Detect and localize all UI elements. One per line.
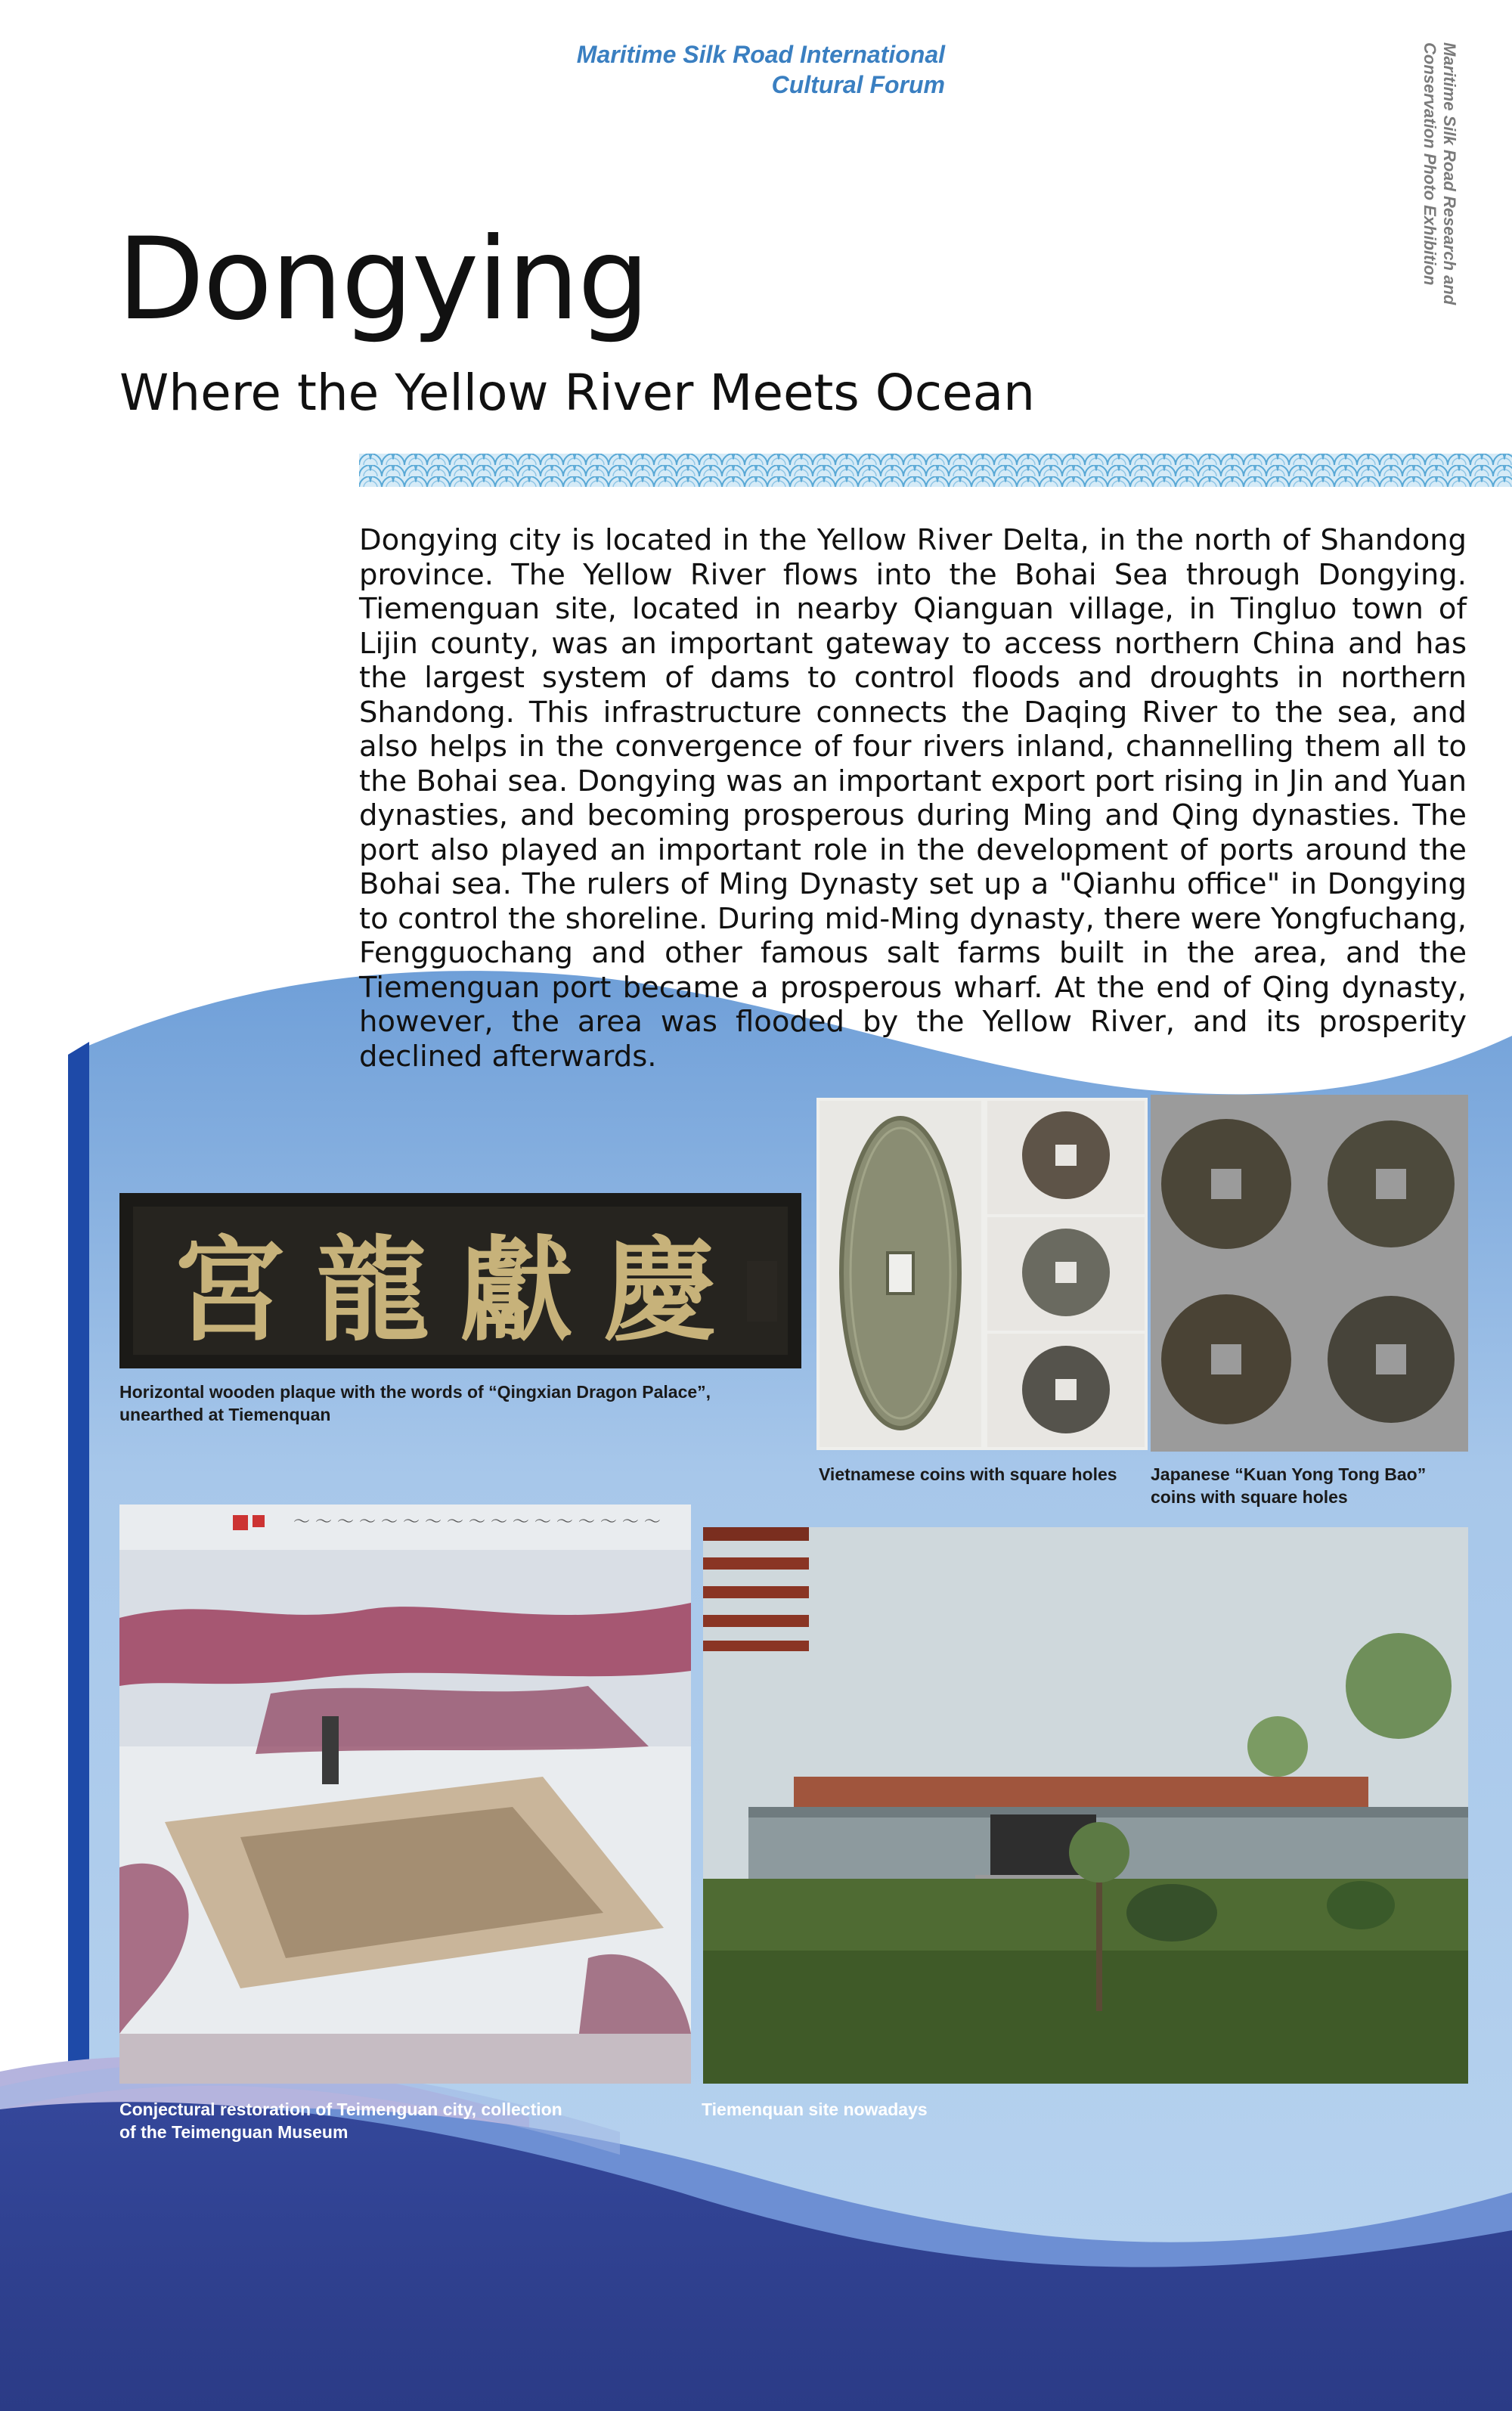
exhibition-label-line2: Conservation Photo Exhibition — [1421, 42, 1439, 286]
forum-title-line2: Cultural Forum — [771, 71, 945, 98]
forum-title — [423, 39, 945, 100]
plaque-char-2: 龍 — [315, 1224, 429, 1357]
body-paragraph: Dongying city is located in the Yellow River Delta, in the north of Shandong province. The Yellow River flows into the Bohai Sea through Dongying. Tiemenguan site, located in nearby Qianguan village, in Tingluo town of Lijin county, was an important gateway to access northern China and has the largest system of dams to control floods and droughts in northern Shandong. This infrastructure connects the Daqing River to the sea, and also helps in the convergence of four rivers inland, channelling them all to the Bohai sea. Dongying was an important export port rising in Jin and Yuan dynasties, and becoming prosperous during Ming and Qing dynasties. The port also played an important role in the development of ports around the Bohai sea. The rulers of Ming Dynasty set up a "Qianhu office" in Dongying to control the shoreline. During mid-Ming dynasty, there were Yongfuchang, Fengguochang and other famous salt farms built in the area, and the Tiemenguan port became a prosperous wharf. At the end of Qing dynasty, however, the area was flooded by the Yellow River, and its prosperity declined afterwards. — [359, 523, 1467, 1074]
exhibition-vertical-label — [1421, 42, 1459, 345]
site-photo — [703, 1527, 1468, 2084]
plaque-caption-line2: unearthed at Tiemenquan — [119, 1405, 331, 1424]
painting-photo — [119, 1505, 691, 2084]
plaque-char-1: 宮 — [172, 1224, 287, 1357]
vietnamese-coins-photo — [816, 1098, 1148, 1450]
japanese-coins-image — [1151, 1095, 1468, 1452]
plaque-char-4: 慶 — [603, 1224, 717, 1357]
page-subtitle: Where the Yellow River Meets Ocean — [119, 364, 1035, 422]
painting-image — [119, 1505, 691, 2084]
forum-title-line1: Maritime Silk Road International — [576, 41, 945, 68]
plaque-characters — [172, 1214, 717, 1357]
plaque-caption-line1: Horizontal wooden plaque with the words of “Qingxian Dragon Palace”, — [119, 1382, 711, 1402]
painting-caption-line2: of the Teimenguan Museum — [119, 2122, 349, 2142]
painting-caption-line1: Conjectural restoration of Teimenguan city, collection — [119, 2100, 562, 2119]
page-title: Dongying — [117, 214, 649, 346]
japanese-caption-line2: coins with square holes — [1151, 1487, 1348, 1507]
site-caption: Tiemenquan site nowadays — [702, 2100, 928, 2119]
plaque-photo — [119, 1193, 801, 1368]
japanese-caption-line1: Japanese “Kuan Yong Tong Bao” — [1151, 1464, 1427, 1484]
plaque-caption — [119, 1381, 815, 1426]
coins-image — [816, 1098, 1148, 1450]
painting-caption — [119, 2098, 694, 2143]
japanese-coins-photo — [1151, 1095, 1468, 1452]
plaque-char-3: 獻 — [459, 1224, 573, 1357]
exhibition-label-line1: Maritime Silk Road Research and — [1440, 42, 1459, 305]
wave-pattern-band — [359, 454, 1512, 487]
svg-text:～ ～ ～ ～ ～ ～ ～ ～ ～ ～ ～ ～ ～ ～ ～: ～ ～ ～ ～ ～ ～ ～ ～ ～ ～ ～ ～ ～ ～ ～ ～ ～ — [293, 1513, 661, 1532]
vietnamese-coins-caption: Vietnamese coins with square holes — [819, 1464, 1117, 1484]
japanese-coins-caption — [1151, 1463, 1476, 1508]
site-image — [703, 1527, 1468, 2084]
